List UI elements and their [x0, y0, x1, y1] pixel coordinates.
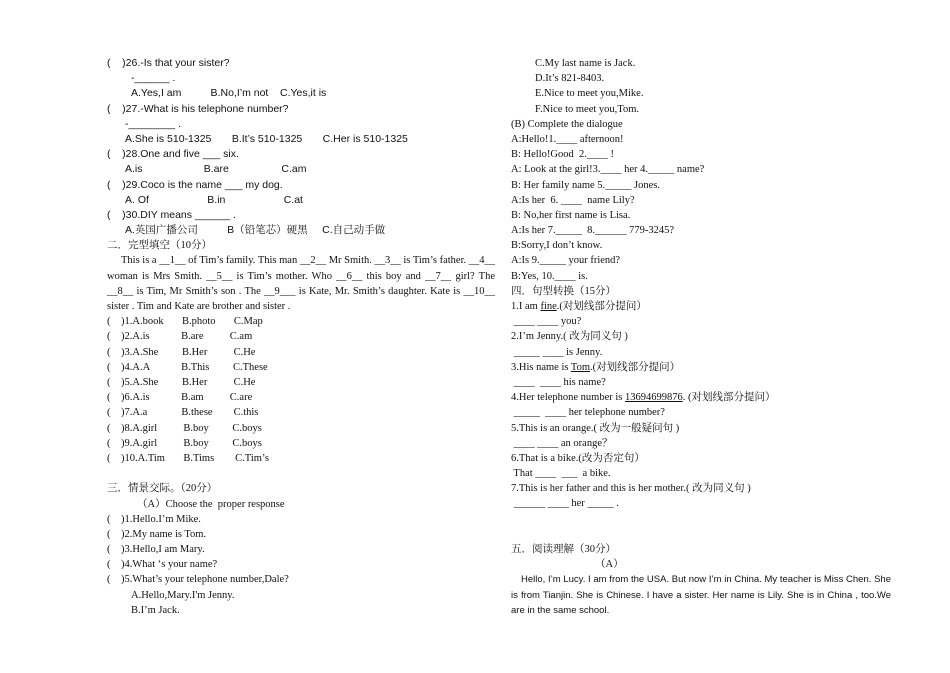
cloze-passage: This is a __1__ of Tim’s family. This man __2__ Mr Smith. __3__ is Tim’s father. __4__ woman is Mrs Smith. __5__ is Tim’s mother. Who __6__ this boy and __7__ girl? The __8__ is Tim, Mr Smith’s son . The __9___ is Kate, Mr. Smith’s daughter. Kate is __10__ sister . Tim and Kate are brother and sister . [107, 255, 495, 313]
dialogue-title: (B) Complete the dialogue [511, 118, 623, 130]
transformation-section-title: 四．句型转换（15分） [511, 285, 616, 297]
dialogue-line: B:Yes, 10.____ is. [511, 270, 588, 282]
transformation-5-answer: ____ ____ an orange？ [511, 437, 613, 449]
right-column [511, 56, 891, 618]
dialogue-line: B: Her family name 5._____ Jones. [511, 179, 661, 191]
transformation-4-answer: _____ ____ her telephone number? [511, 407, 665, 419]
left-column [107, 56, 495, 618]
question-29: ( )29.Coco is the name ___ my dog. [107, 178, 283, 191]
cloze-item: ( )5.A.She B.Her C.He [107, 377, 256, 388]
communication-item: ( )5.What’s your telephone number,Dale? [107, 574, 289, 586]
transformation-3-answer: ____ ____ his name? [511, 376, 606, 388]
transformation-4: 4.Her telephone number is 13694699876. (对划线部分提问） [511, 392, 776, 404]
cloze-item: ( )4.A.A B.This C.These [107, 361, 268, 373]
dialogue-line: A: Look at the girl!3.____ her 4._____ name? [511, 164, 705, 176]
reading-passage: Hello, I’m Lucy. I am from the USA. But now I’m in China. My teacher is Miss Chen. She is from Tianjin. She is Chinese. I have a sister. Her name is Lily. She is in China , too.We are in the same school. [511, 574, 891, 616]
communication-item: ( )1.Hello.I’m Mike. [107, 513, 201, 525]
question-30: ( )30.DIY means ______ . [107, 208, 236, 221]
transformation-6: 6.That is a bike.(改为否定句） [511, 452, 645, 464]
question-26-blank: -______ . [131, 72, 176, 85]
transformation-5: 5.This is an orange.( 改为一般疑问句 ) [511, 422, 680, 434]
question-29-options: A. Of B.in C.at [125, 193, 303, 206]
communication-subtitle: （A）Choose the proper response [137, 498, 285, 510]
dialogue-line: B: Hello!Good 2.____ ! [511, 149, 614, 161]
transformation-1: 1.I am fine.(对划线部分提问） [511, 301, 647, 312]
dialogue-line: B: No,her first name is Lisa. [511, 209, 631, 221]
transformation-2-answer: _____ ____ is Jenny. [511, 346, 603, 358]
response-option-e: E.Nice to meet you,Mike. [535, 88, 644, 100]
question-30-options: A.英国广播公司 B（铅笔芯）硬黑 C.自己动手做 [125, 224, 386, 237]
transformation-2: 2.I’m Jenny.( 改为同义句 ) [511, 331, 628, 343]
transformation-6-answer: That ____ ___ a bike. [511, 468, 611, 480]
cloze-item: ( )6.A.is B.am C.are [107, 392, 253, 404]
cloze-item: ( )10.A.Tim B.Tims C.Tim’s [107, 452, 269, 464]
cloze-item: ( )2.A.is B.are C.am [107, 331, 253, 343]
communication-section-title: 三．情景交际。（20分） [107, 483, 218, 495]
cloze-item: ( )9.A.girl B.boy C.boys [107, 437, 262, 449]
dialogue-line: A:Is her 6. ____ name Lily? [511, 194, 635, 206]
question-26-options: A.Yes,I am B.No,I’m not C.Yes,it is [131, 87, 327, 100]
reading-section-title: 五．阅读理解（30分） [511, 544, 616, 556]
communication-item: ( )3.Hello,I am Mary. [107, 544, 205, 556]
transformation-3: 3.His name is Tom.(对划线部分提问） [511, 361, 681, 373]
cloze-item: ( )3.A.She B.Her C.He [107, 346, 256, 358]
response-option-b: B.I’m Jack. [131, 604, 180, 616]
communication-item: ( )4.What ‘s your name? [107, 559, 218, 571]
question-26: ( )26.-Is that your sister? [107, 57, 230, 69]
response-option-a: A.Hello,Mary.I'm Jenny. [131, 589, 235, 601]
cloze-item: ( )1.A.book B.photo C.Map [107, 316, 263, 328]
dialogue-line: A:Is her 7._____ 8.______ 779-3245? [511, 225, 675, 237]
transformation-7: 7.This is her father and this is her mother.( 改为同义句 ) [511, 483, 751, 495]
question-28-options: A.is B.are C.am [125, 163, 307, 176]
reading-subtitle: （A） [595, 559, 624, 571]
response-option-c: C.My last name is Jack. [535, 58, 636, 69]
question-27-options: A.She is 510-1325 B.It’s 510-1325 C.Her is 510-1325 [125, 132, 408, 145]
dialogue-line: A:Is 9._____ your friend? [511, 255, 621, 267]
question-27: ( )27.-What is his telephone number? [107, 102, 289, 115]
question-28: ( )28.One and five ___ six. [107, 148, 239, 161]
communication-item: ( )2.My name is Tom. [107, 528, 207, 540]
dialogue-line: B:Sorry,I don’t know. [511, 240, 603, 252]
dialogue-line: A:Hello!1.____ afternoon! [511, 133, 624, 145]
cloze-item: ( )7.A.a B.these C.this [107, 407, 259, 419]
transformation-1-answer: ____ ____ you? [511, 316, 582, 328]
cloze-item: ( )8.A.girl B.boy C.boys [107, 422, 262, 434]
response-option-d: D.It’s 821-8403. [535, 73, 605, 85]
response-option-f: F.Nice to meet you,Tom. [535, 103, 639, 115]
transformation-7-answer: ______ ____ her _____ . [511, 498, 619, 510]
cloze-section-title: 二．完型填空（10分） [107, 240, 212, 252]
question-27-blank: -________ . [125, 117, 182, 130]
